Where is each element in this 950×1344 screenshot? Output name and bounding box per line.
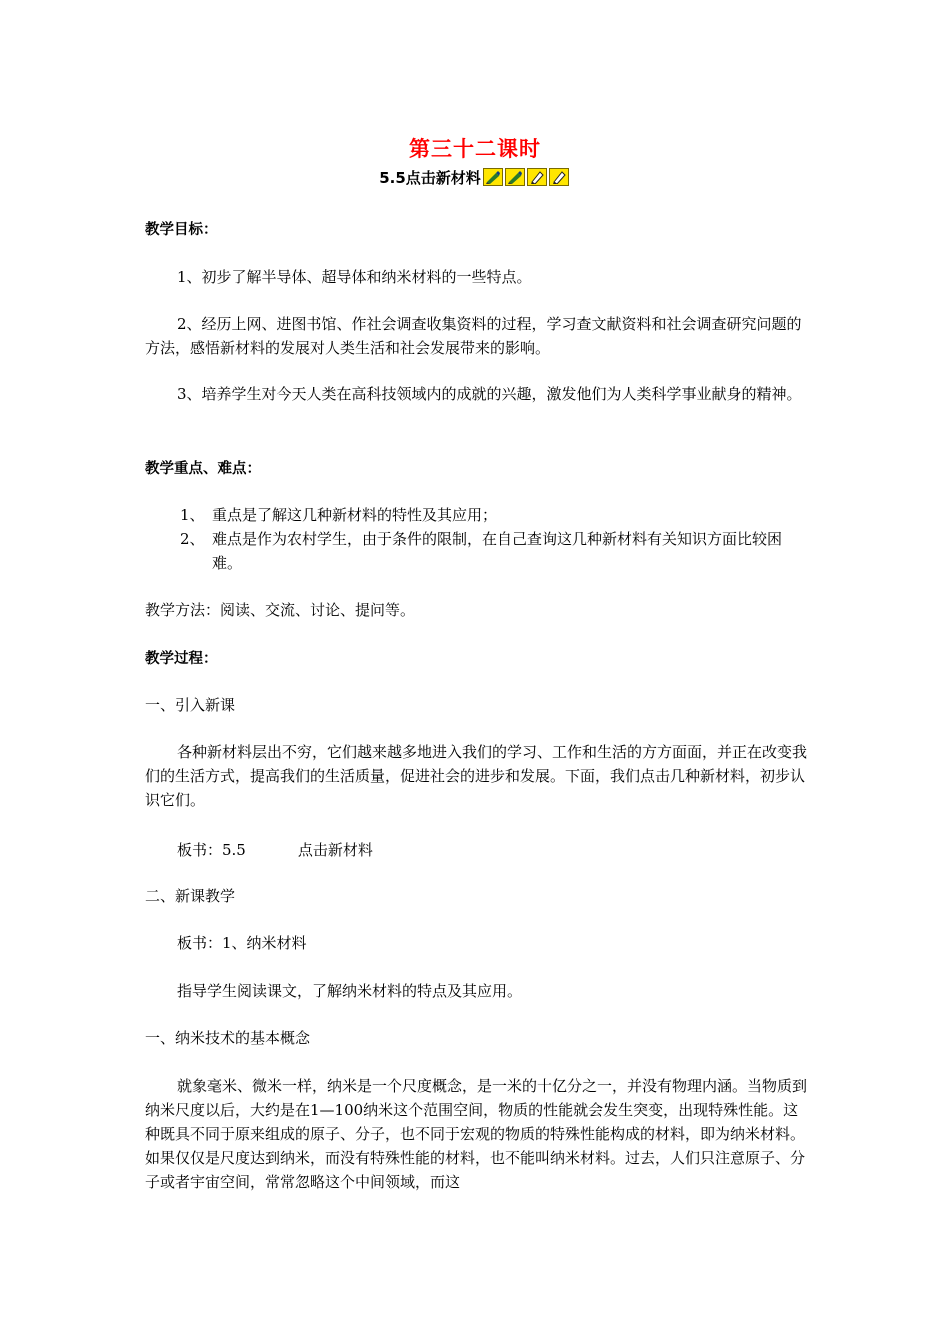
goal-item: 3、培养学生对今天人类在高科技领域内的成就的兴趣，激发他们为人类科学事业献身的精神。: [177, 385, 802, 403]
blackboard-note: [145, 838, 810, 862]
process-heading: 教学过程：: [145, 651, 218, 667]
section-heading: 一、引入新课: [145, 696, 236, 714]
subtitle-text: 5.5点击新材料: [379, 169, 481, 187]
pencil-icon: [505, 168, 525, 186]
teaching-method: 教学方法：阅读、交流、讨论、提问等。: [145, 601, 416, 619]
guide-paragraph: 指导学生阅读课文，了解纳米材料的特点及其应用。: [177, 982, 523, 1000]
key-point-text: 难点是作为农村学生，由于条件的限制，在自己查询这几种新材料有关知识方面比较困难。: [212, 530, 783, 572]
lesson-title: 第三十二课时: [409, 137, 541, 161]
section-heading: 一、纳米技术的基本概念: [145, 1029, 311, 1047]
key-points-heading: 教学重点、难点：: [145, 461, 261, 477]
section-heading: 二、新课教学: [145, 887, 236, 905]
pen-icon: [527, 168, 547, 186]
goal-item: 2、经历上网、进图书馆、作社会调查收集资料的过程，学习查文献资料和社会调查研究问题的方法，感悟新材料的发展对人类生活和社会发展带来的影响。: [145, 315, 802, 357]
goal-item: 1、初步了解半导体、超导体和纳米材料的一些特点。: [177, 268, 532, 286]
key-point-number: 1、: [180, 506, 205, 524]
difficulty-badges: [483, 168, 571, 191]
key-point-number: 2、: [180, 530, 205, 548]
intro-paragraph: 各种新材料层出不穷，它们越来越多地进入我们的学习、工作和生活的方方面面，并正在改变我们的生活方式，提高我们的生活质量，促进社会的进步和发展。下面，我们点击几种新材料，初步认识它们。: [145, 743, 808, 809]
blackboard-note: 板书：1、纳米材料: [177, 934, 307, 952]
lesson-subtitle: [0, 168, 950, 191]
blackboard-text: 点击新材料: [297, 841, 373, 859]
nano-paragraph: 就象毫米、微米一样，纳米是一个尺度概念，是一米的十亿分之一，并没有物理内涵。当物质到纳米尺度以后，大约是在1—100纳米这个范围空间，物质的性能就会发生突变，出现特殊性能。这种既具不同于原来组成的原子、分子，也不同于宏观的物质的特殊性能构成的材料，即为纳米材料。如果仅仅是尺度达到纳米，而没有特殊性能的材料，也不能叫纳米材料。过去，人们只注意原子、分子或者宇宙空间，常常忽略这个中间领域，而这: [145, 1077, 808, 1191]
key-point-text: 重点是了解这几种新材料的特性及其应用；: [212, 506, 498, 524]
pencil-icon: [483, 168, 503, 186]
goals-heading: 教学目标：: [145, 222, 218, 238]
pen-icon: [549, 168, 569, 186]
blackboard-prefix: 板书：5.5: [177, 841, 246, 859]
